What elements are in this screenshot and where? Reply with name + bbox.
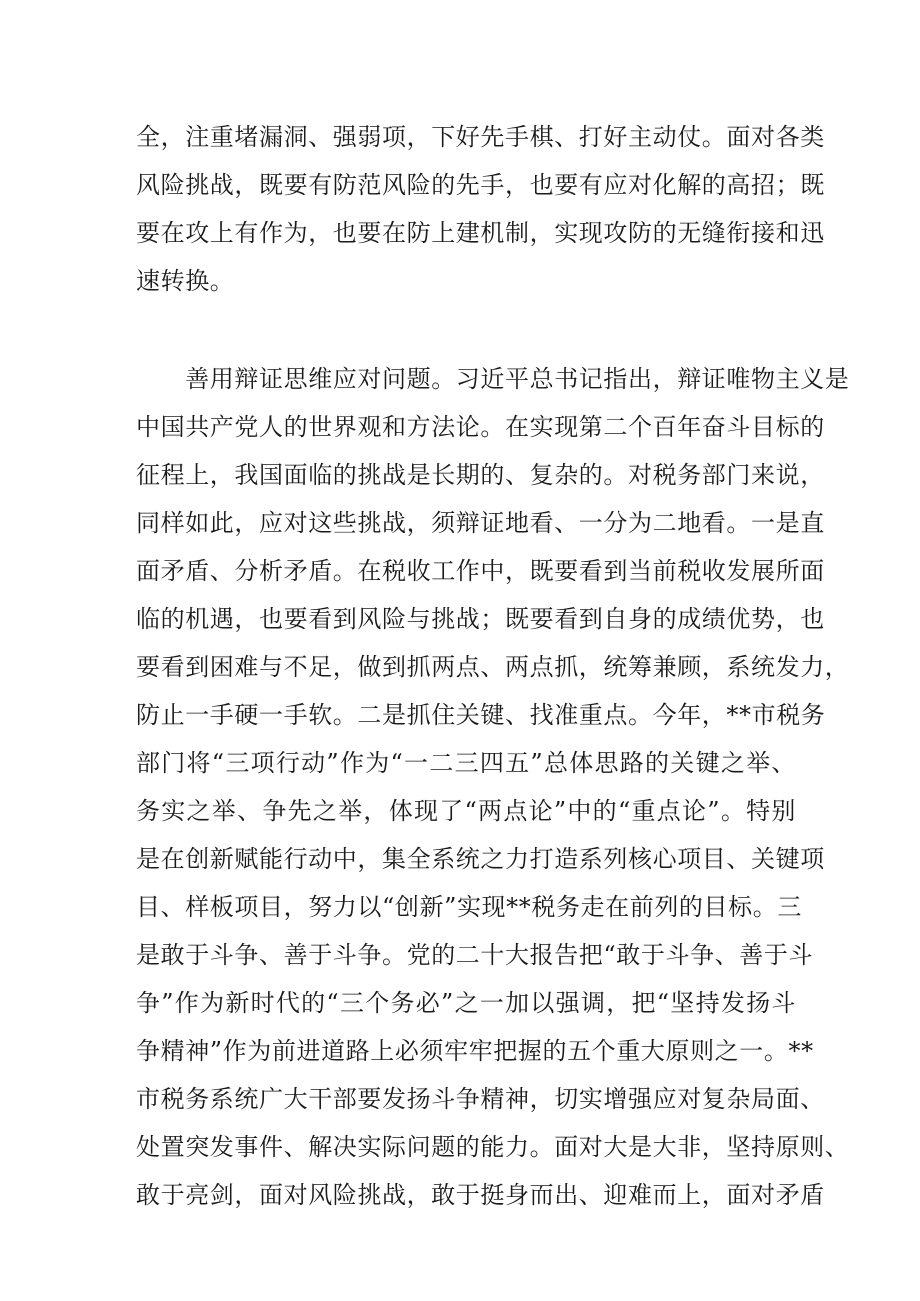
text-line: 是敢于斗争、善于斗争。党的二十大报告把“敢于斗争、善于斗 <box>136 941 814 969</box>
text-line: 速转换。 <box>136 267 235 295</box>
text-line: 处置突发事件、解决实际问题的能力。面对大是大非，坚持原则、 <box>136 1133 850 1161</box>
text-line: 面矛盾、分析矛盾。在税收工作中，既要看到当前税收发展所面 <box>136 557 825 585</box>
text-line: 风险挑战，既要有防范风险的先手，也要有应对化解的高招；既 <box>136 171 825 199</box>
text-line: 争”作为新时代的“三个务必”之一加以强调，把“坚持发扬斗 <box>136 989 796 1017</box>
text-line: 征程上，我国面临的挑战是长期的、复杂的。对税务部门来说， <box>136 461 825 489</box>
paragraph-spacer <box>136 305 796 355</box>
text-line: 是在创新赋能行动中，集全系统之力打造系列核心项目、关键项 <box>136 845 825 873</box>
text-line: 部门将“三项行动”作为“一二三四五”总体思路的关键之举、 <box>136 749 796 777</box>
text-line: 市税务系统广大干部要发扬斗争精神，切实增强应对复杂局面、 <box>136 1085 825 1113</box>
text-line: 要看到困难与不足，做到抓两点、两点抓，统筹兼顾，系统发力， <box>136 653 850 681</box>
text-line: 临的机遇，也要看到风险与挑战；既要看到自身的成绩优势，也 <box>136 605 825 633</box>
text-line: 同样如此，应对这些挑战，须辩证地看、一分为二地看。一是直 <box>136 509 825 537</box>
text-line: 中国共产党人的世界观和方法论。在实现第二个百年奋斗目标的 <box>136 413 825 441</box>
text-line: 敢于亮剑，面对风险挑战，敢于挺身而出、迎难而上，面对矛盾 <box>136 1181 825 1209</box>
text-line: 要在攻上有作为，也要在防上建机制，实现攻防的无缝衔接和迅 <box>136 219 825 247</box>
text-line: 全，注重堵漏洞、强弱项，下好先手棋、打好主动仗。面对各类 <box>136 123 825 151</box>
paragraph-2 <box>136 355 850 1219</box>
paragraph-1 <box>136 113 825 305</box>
text-line: 务实之举、争先之举，体现了“两点论”中的“重点论”。特别 <box>136 797 796 825</box>
text-line: 防止一手硬一手软。二是抓住关键、找准重点。今年，**市税务 <box>136 701 826 729</box>
text-line: 目、样板项目，努力以“创新”实现**税务走在前列的目标。三 <box>136 893 802 921</box>
document-body <box>136 113 850 1219</box>
text-line: 争精神”作为前进道路上必须牢牢把握的五个重大原则之一。** <box>136 1037 814 1065</box>
text-line: 善用辩证思维应对问题。习近平总书记指出，辩证唯物主义是 <box>136 365 850 393</box>
